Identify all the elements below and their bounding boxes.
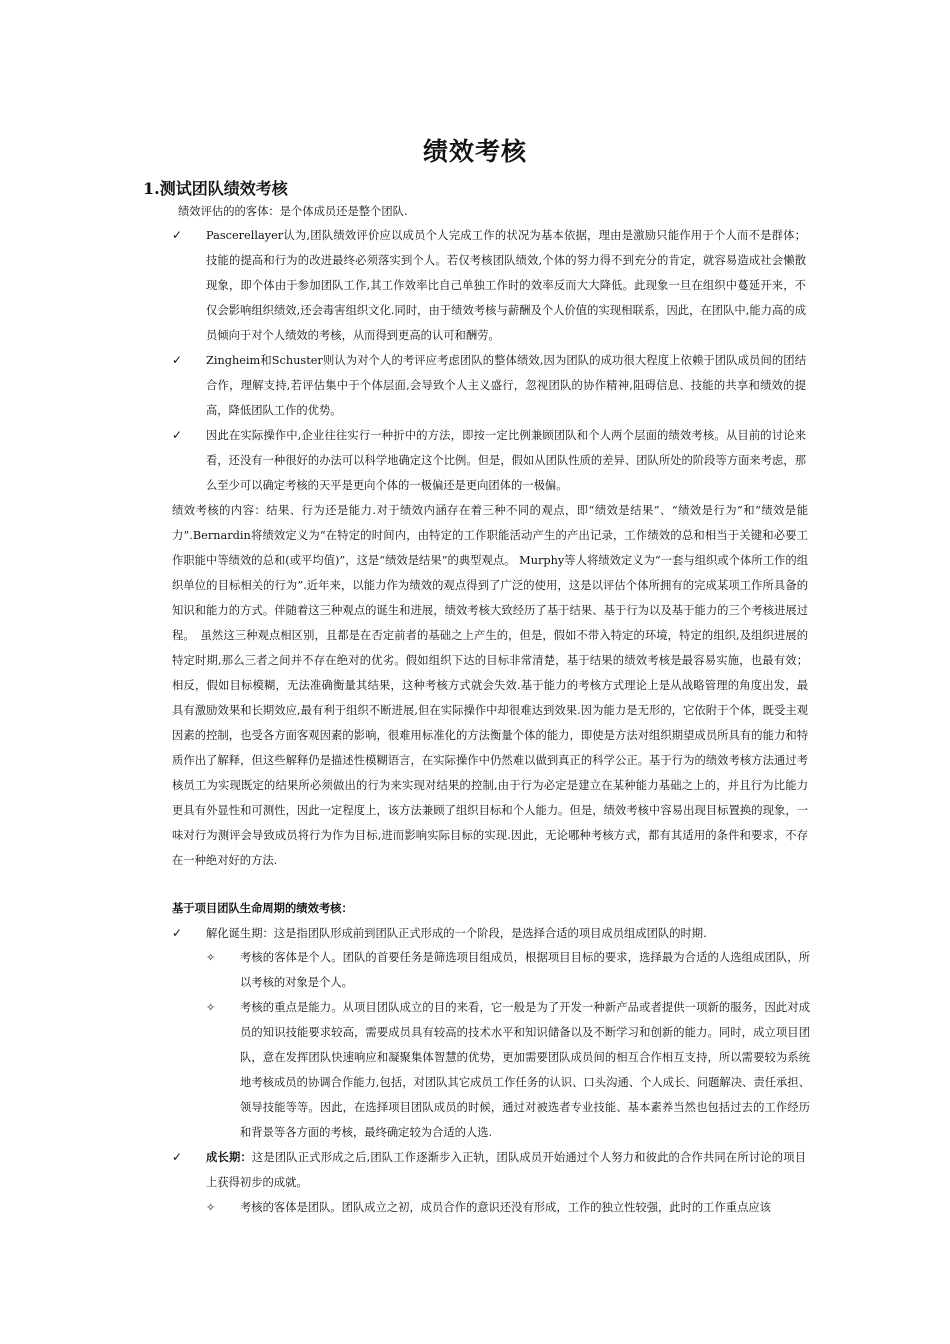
diamond-icon: ✧ xyxy=(206,951,216,964)
check-icon: ✓ xyxy=(172,228,183,242)
bullet-paragraph: 因此在实际操作中,企业往往实行一种折中的方法，即按一定比例兼顾团队和个人两个层面的绩效考核。从目前的讨论来看，还没有一种很好的办法可以科学地确定这个比例。但是，假如从团队性质的差异、团队所处的阶段等方面来考虑，那么至少可以确定考核的天平是更向个体的一极偏还是更向团体的一极偏。 xyxy=(206,429,806,492)
lifecycle-heading: 基于项目团队生命周期的绩效考核： xyxy=(172,901,353,915)
sub-bullet-paragraph: 考核的重点是能力。从项目团队成立的目的来看，它一般是为了开发一种新产品或者提供一项新的服务，因此对成员的知识技能要求较高，需要成员具有较高的技术水平和知识储备以及不断学习和创新的能力。同时，成立项目团队，意在发挥团队快速响应和凝聚集体智慧的优势，更加需要团队成员间的相互合作相互支持，所以需要较为系统地考核成员的协调合作能力,包括，对团队其它成员工作任务的认识、口头沟通、个人成长、问题解决、责任承担、领导技能等等。因此，在选择项目团队成员的时候，通过对被选者专业技能、基本素养当然也包括过去的工作经历和背景等各方面的考核，最终确定较为合适的人选. xyxy=(240,1001,810,1139)
diamond-icon: ✧ xyxy=(206,1001,216,1014)
check-icon: ✓ xyxy=(172,353,183,367)
diamond-icon: ✧ xyxy=(206,1201,216,1214)
bullet-paragraph: Zingheim和Schuster则认为对个人的考评应考虑团队的整体绩效,因为团队的成功很大程度上依赖于团队成员间的团结合作，理解支持,若评估集中于个体层面,会导致个人主义盛行，忽视团队的协作精神,阻碍信息、技能的共享和绩效的提高，降低团队工作的优势。 xyxy=(206,354,806,417)
content-paragraph: 绩效考核的内容：结果、行为还是能力.对于绩效内涵存在着三种不同的观点，即“绩效是结果”、“绩效是行为”和“绩效是能力”.Bernardin将绩效定义为“在特定的时间内，由特定的工作职能活动产生的产出记录，工作绩效的总和相当于关键和必要工作职能中等绩效的总和(或平均值)”，这是“绩效是结果”的典型观点。 Murphy等人将绩效定义为“一套与组织或个体所工作的组织单位的目标相关的行为”.近年来，以能力作为绩效的观点得到了广泛的使用，这是以评估个体所拥有的完成某项工作所具备的知识和能力的方式。伴随着这三种观点的诞生和进展，绩效考核大致经历了基于结果、基于行为以及基于能力的三个考核进展过程。 虽然这三种观点相区别，且都是在否定前者的基础之上产生的，但是，假如不带入特定的环境，特定的组织,及组织进展的特定时期,那么三者之间并不存在绝对的优劣。假如组织下达的目标非常清楚，基于结果的绩效考核是最容易实施，也最有效；相反，假如目标模糊，无法准确衡量其结果，这种考核方式就会失效.基于能力的考核方式理论上是从战略管理的角度出发，最具有激励效果和长期效应,最有利于组织不断进展,但在实际操作中却很难达到效果.因为能力是无形的，它依附于个体，既受主观因素的控制，也受各方面客观因素的影响，很难用标准化的方法衡量个体的能力，即使是方法对组织期望成员所具有的能力和特质作出了解释，但这些解释仍是描述性模糊语言，在实际操作中仍然难以做到真正的科学公正。基于行为的绩效考核方法通过考核员工为实现既定的结果所必须做出的行为来实现对结果的控制,由于行为必定是建立在某种能力基础之上的，并且行为比能力更具有外显性和可测性，因此一定程度上，该方法兼顾了组织目标和个人能力。但是，绩效考核中容易出现目标置换的现象，一味对行为测评会导致成员将行为作为目标,进而影响实际目标的实现.因此，无论哪种考核方式，都有其适用的条件和要求，不存在一种绝对好的方法. xyxy=(172,504,808,867)
stage-item xyxy=(206,921,806,946)
check-icon: ✓ xyxy=(172,1150,183,1164)
sub-bullet-paragraph: 考核的客体是个人。团队的首要任务是筛选项目组成员，根据项目目标的要求，选择最为合适的人选组成团队，所以考核的对象是个人。 xyxy=(240,951,810,989)
stage-item xyxy=(206,1145,806,1195)
stage-label: 成长期： xyxy=(206,1150,252,1164)
check-icon: ✓ xyxy=(172,926,183,940)
document-title: 绩效考核 xyxy=(422,137,527,166)
stage-label: 解化诞生期： xyxy=(206,927,274,940)
stage-text: 这是团队正式形成之后,团队工作逐渐步入正轨，团队成员开始通过个人努力和彼此的合作共同在所讨论的项目上获得初步的成就。 xyxy=(206,1151,806,1189)
stage-text: 这是指团队形成前到团队正式形成的一个阶段，是选择合适的项目成员组成团队的时期. xyxy=(273,927,707,940)
intro-paragraph: 绩效评估的的客体：是个体成员还是整个团队. xyxy=(178,205,408,218)
check-icon: ✓ xyxy=(172,428,183,442)
section-heading: 1.测试团队绩效考核 xyxy=(143,179,288,198)
sub-bullet-paragraph: 考核的客体是团队。团队成立之初，成员合作的意识还没有形成，工作的独立性较强，此时的工作重点应该 xyxy=(240,1201,771,1214)
bullet-paragraph: Pascerellayer认为,团队绩效评价应以成员个人完成工作的状况为基本依据，理由是激励只能作用于个人而不是群体；技能的提高和行为的改进最终必须落实到个人。若仅考核团队绩效,个体的努力得不到充分的肯定，就容易造成社会懒散现象，即个体由于参加团队工作,其工作效率比自己单独工作时的效率反而大大降低。此现象一旦在组织中蔓延开来，不仅会影响组织绩效,还会毒害组织文化.同时，由于绩效考核与薪酬及个人价值的实现相联系，因此，在团队中,能力高的成员倾向于对个人绩效的考核，从而得到更高的认可和酬劳。 xyxy=(206,229,806,342)
